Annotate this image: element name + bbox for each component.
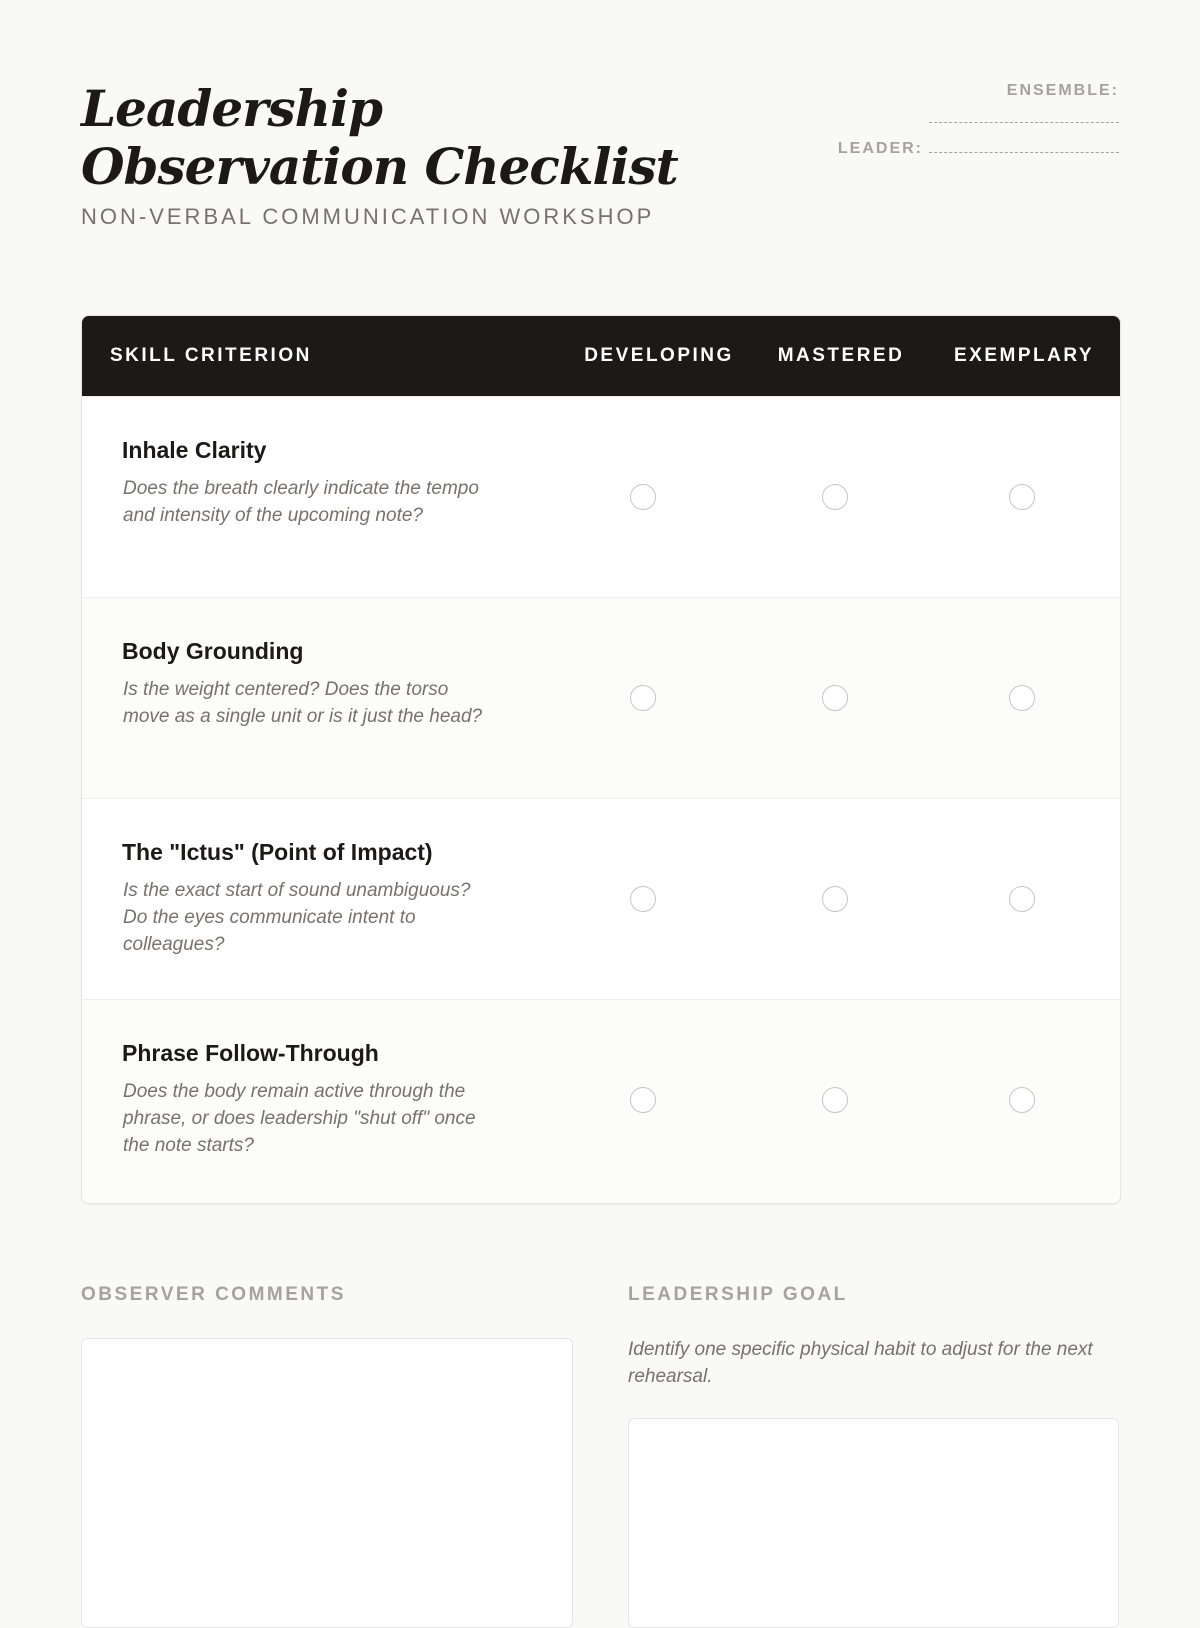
radio-developing[interactable] <box>630 1087 656 1113</box>
radio-exemplary[interactable] <box>1009 484 1035 510</box>
column-header-skill: SKILL CRITERION <box>110 345 312 366</box>
criterion-description: Is the weight centered? Does the torso move as a single unit or is it just the head? <box>123 679 483 727</box>
column-header-developing: DEVELOPING <box>584 345 734 366</box>
radio-developing[interactable] <box>630 685 656 711</box>
leadership-goal-label: LEADERSHIP GOAL <box>628 1284 848 1305</box>
meta-fields <box>819 82 1119 162</box>
page-subtitle: NON-VERBAL COMMUNICATION WORKSHOP <box>81 204 655 229</box>
column-header-exemplary: EXEMPLARY <box>953 345 1095 366</box>
criterion-title: Body Grounding <box>122 638 304 664</box>
radio-mastered[interactable] <box>822 1087 848 1113</box>
radio-exemplary[interactable] <box>1009 685 1035 711</box>
table-row <box>82 798 1120 1000</box>
radio-exemplary[interactable] <box>1009 886 1035 912</box>
radio-mastered[interactable] <box>822 886 848 912</box>
radio-developing[interactable] <box>630 484 656 510</box>
radio-exemplary[interactable] <box>1009 1087 1035 1113</box>
criterion-description: Is the exact start of sound unambiguous? Do the eyes communicate intent to colleagues? <box>123 880 471 955</box>
leader-field <box>838 138 1119 158</box>
ensemble-input-line[interactable] <box>929 102 1119 123</box>
checklist-table <box>81 315 1121 1204</box>
radio-mastered[interactable] <box>822 685 848 711</box>
criterion-title: Inhale Clarity <box>122 437 267 463</box>
column-header-mastered: MASTERED <box>777 345 905 366</box>
leader-label: LEADER: <box>837 140 923 157</box>
table-row <box>82 999 1120 1201</box>
leader-input-line[interactable] <box>929 138 1119 153</box>
worksheet-page <box>81 0 1119 1600</box>
radio-mastered[interactable] <box>822 484 848 510</box>
table-row <box>82 597 1120 799</box>
criterion-title: Phrase Follow-Through <box>122 1040 379 1066</box>
observer-comments-label: OBSERVER COMMENTS <box>81 1284 346 1305</box>
criterion-description: Does the body remain active through the phrase, or does leadership "shut off" once the note starts? <box>123 1081 476 1156</box>
radio-developing[interactable] <box>630 886 656 912</box>
table-header <box>82 316 1120 396</box>
header <box>81 80 1119 250</box>
leadership-goal-hint: Identify one specific physical habit to adjust for the next rehearsal. <box>628 1339 1093 1387</box>
ensemble-label: ENSEMBLE: <box>1006 82 1119 99</box>
observer-comments-textarea[interactable] <box>81 1338 573 1628</box>
criterion-description: Does the breath clearly indicate the tempo and intensity of the upcoming note? <box>123 478 479 526</box>
ensemble-field <box>1007 82 1119 100</box>
table-row <box>82 396 1120 598</box>
criterion-title: The "Ictus" (Point of Impact) <box>122 839 433 865</box>
leadership-goal-textarea[interactable] <box>628 1418 1119 1628</box>
page-title: Leadership Observation Checklist <box>81 79 678 196</box>
